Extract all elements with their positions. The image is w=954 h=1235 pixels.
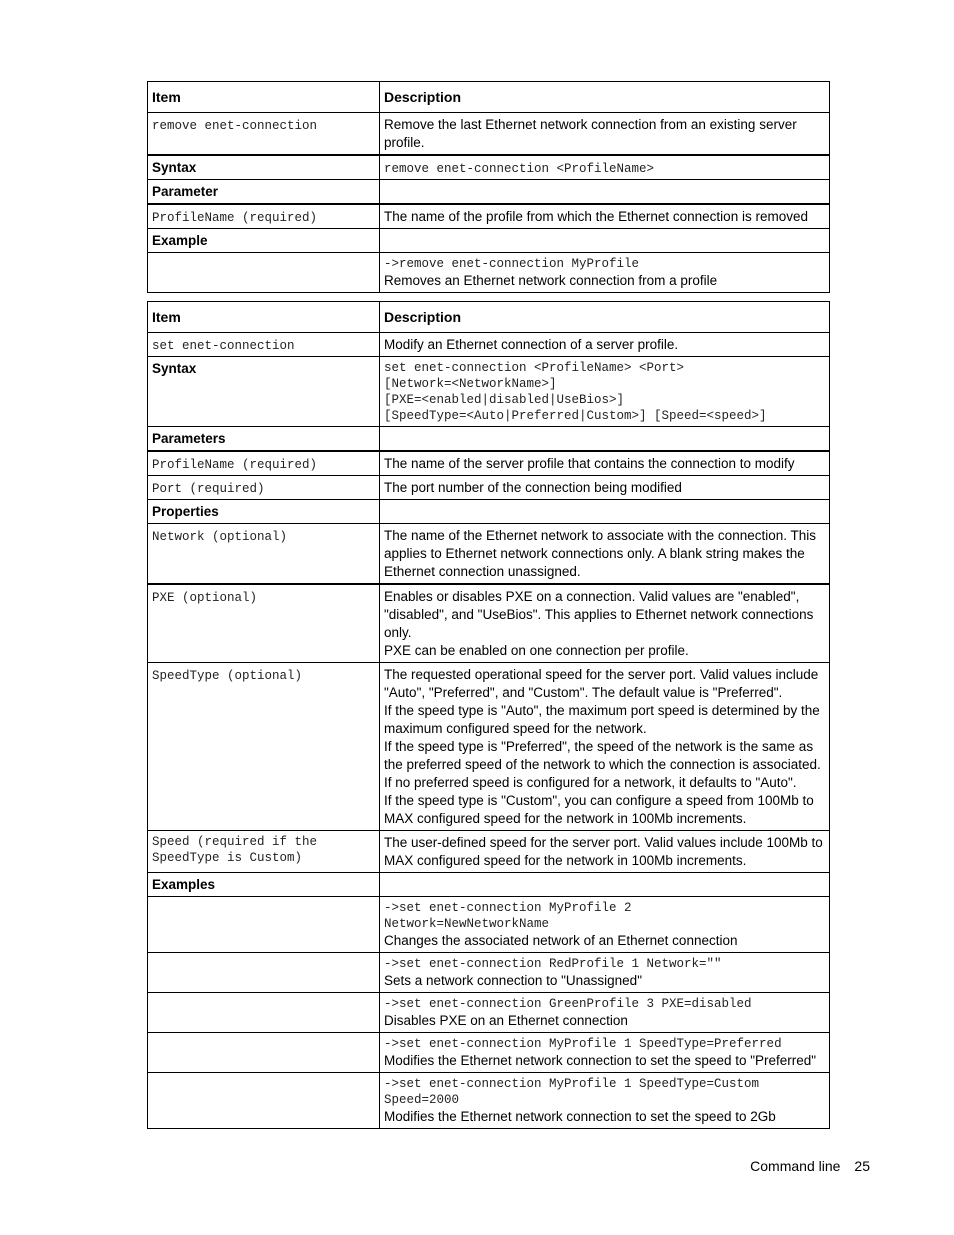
parameters-section-row <box>148 427 830 452</box>
table-row <box>148 584 830 663</box>
properties-section-row <box>148 500 830 524</box>
example-description: Disables PXE on an Ethernet connection <box>384 1013 628 1028</box>
parameter-name: ProfileName (required) <box>152 458 318 472</box>
command-row <box>148 333 830 357</box>
parameter-name: ProfileName (required) <box>152 211 318 225</box>
footer-section: Command line <box>750 1158 841 1174</box>
property-description: If the speed type is "Auto", the maximum port speed is determined by the maximum configured speed for the network. <box>384 703 820 736</box>
example-command: ->set enet-connection MyProfile 1 SpeedType=Custom <box>384 1077 760 1091</box>
parameter-label: Parameter <box>148 180 380 205</box>
example-description: Removes an Ethernet network connection from a profile <box>384 273 718 288</box>
property-description: The name of the Ethernet network to associate with the connection. This applies to Ethernet network connections only. A blank string makes the Ethernet connection unassigned. <box>384 528 816 579</box>
table-header-row <box>148 82 830 113</box>
table-row <box>148 897 830 953</box>
example-command: ->set enet-connection GreenProfile 3 PXE=disabled <box>384 997 752 1011</box>
parameter-description: The name of the profile from which the Ethernet connection is removed <box>380 204 830 229</box>
parameter-description: The port number of the connection being modified <box>380 476 830 500</box>
property-description: PXE can be enabled on one connection per profile. <box>384 643 689 658</box>
property-name: SpeedType is Custom) <box>152 851 303 865</box>
example-description: Modifies the Ethernet network connection to set the speed to "Preferred" <box>384 1053 817 1068</box>
table-row <box>148 663 830 831</box>
table-row <box>148 831 830 873</box>
parameter-section-row <box>148 180 830 205</box>
example-command: ->remove enet-connection MyProfile <box>384 257 640 271</box>
header-item: Item <box>148 302 380 333</box>
example-description: Modifies the Ethernet network connection to set the speed to 2Gb <box>384 1109 776 1124</box>
syntax-label: Syntax <box>148 155 380 180</box>
syntax-line: [Network=<NetworkName>] <box>384 377 557 391</box>
example-description: Changes the associated network of an Ethernet connection <box>384 933 738 948</box>
table-row <box>148 1073 830 1129</box>
table-row <box>148 253 830 293</box>
syntax-row <box>148 357 830 427</box>
property-name: Network (optional) <box>152 530 288 544</box>
property-name: SpeedType (optional) <box>152 669 303 683</box>
table-row <box>148 993 830 1033</box>
property-description: If the speed type is "Custom", you can configure a speed from 100Mb to MAX configured speed for the network in 100Mb increments. <box>384 793 814 826</box>
example-command: Network=NewNetworkName <box>384 917 550 931</box>
header-item: Item <box>148 82 380 113</box>
properties-label: Properties <box>148 500 380 524</box>
command-name: remove enet-connection <box>152 119 318 133</box>
property-name: PXE (optional) <box>152 591 258 605</box>
property-description: If the speed type is "Preferred", the speed of the network is the same as the preferred speed of the network to which the connection is associated. If no preferred speed is configured for a network, it defaults to "Auto". <box>384 739 821 790</box>
example-section-row <box>148 229 830 253</box>
table-row <box>148 476 830 500</box>
property-description: The user-defined speed for the server port. Valid values include 100Mb to MAX configured speed for the network in 100Mb increments. <box>384 835 823 868</box>
table-row <box>148 953 830 993</box>
command-description: Remove the last Ethernet network connection from an existing server profile. <box>380 113 830 156</box>
syntax-row <box>148 155 830 180</box>
command-row <box>148 113 830 156</box>
parameters-label: Parameters <box>148 427 380 452</box>
example-description: Sets a network connection to "Unassigned" <box>384 973 642 988</box>
syntax-line: set enet-connection <ProfileName> <Port> <box>384 361 685 375</box>
table-row <box>148 204 830 229</box>
syntax-label: Syntax <box>148 357 380 427</box>
example-label: Example <box>148 229 380 253</box>
set-enet-connection-table <box>147 301 830 1129</box>
property-description: Enables or disables PXE on a connection. Valid values are "enabled", "disabled", and "UseBios". This applies to Ethernet network connections only. <box>384 589 814 640</box>
property-name: Speed (required if the <box>152 835 318 849</box>
page-footer <box>750 1158 870 1174</box>
example-command: Speed=2000 <box>384 1093 460 1107</box>
syntax-value: remove enet-connection <ProfileName> <box>384 162 655 176</box>
example-command: ->set enet-connection MyProfile 1 SpeedType=Preferred <box>384 1037 782 1051</box>
syntax-line: [SpeedType=<Auto|Preferred|Custom>] [Speed=<speed>] <box>384 409 767 423</box>
table-header-row <box>148 302 830 333</box>
example-command: ->set enet-connection RedProfile 1 Network="" <box>384 957 722 971</box>
command-name: set enet-connection <box>152 339 295 353</box>
syntax-line: [PXE=<enabled|disabled|UseBios>] <box>384 393 625 407</box>
examples-section-row <box>148 873 830 897</box>
table-row <box>148 524 830 585</box>
table-row <box>148 1033 830 1073</box>
page-number: 25 <box>854 1158 870 1174</box>
example-command: ->set enet-connection MyProfile 2 <box>384 901 632 915</box>
examples-label: Examples <box>148 873 380 897</box>
table-row <box>148 451 830 476</box>
parameter-name: Port (required) <box>152 482 265 496</box>
property-description: The requested operational speed for the server port. Valid values include "Auto", "Preferred", and "Custom". The default value is "Preferred". <box>384 667 819 700</box>
header-description: Description <box>380 82 830 113</box>
header-description: Description <box>380 302 830 333</box>
remove-enet-connection-table <box>147 81 830 293</box>
parameter-description: The name of the server profile that contains the connection to modify <box>380 451 830 476</box>
command-description: Modify an Ethernet connection of a server profile. <box>380 333 830 357</box>
